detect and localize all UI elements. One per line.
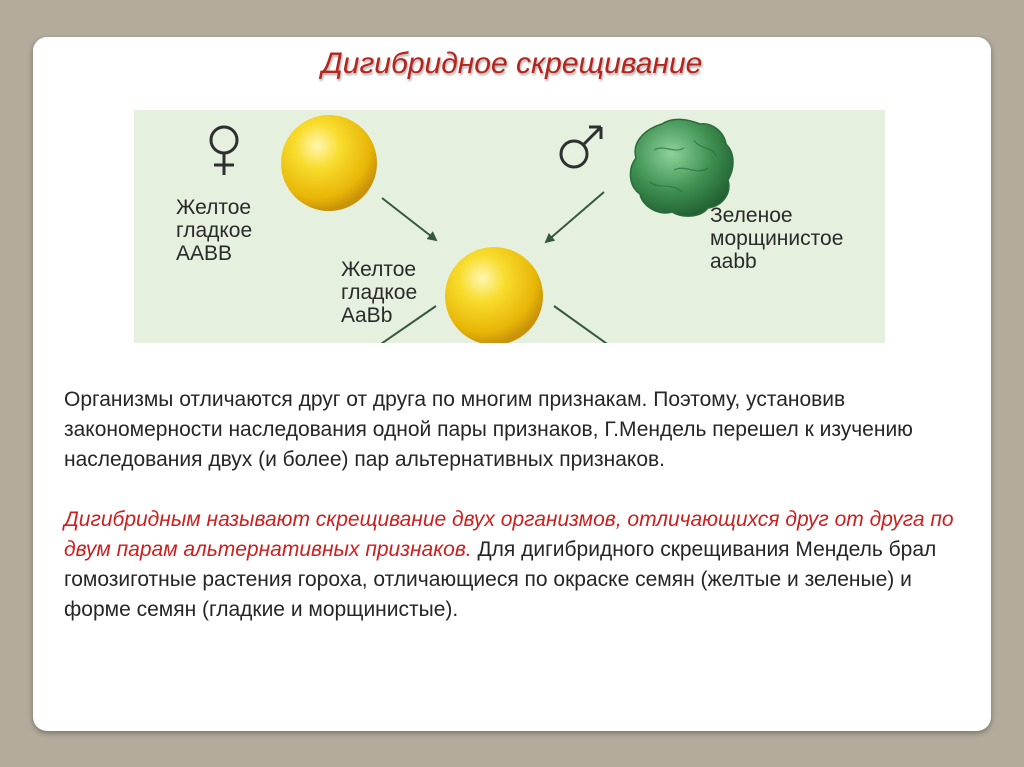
male-symbol-icon — [561, 127, 601, 167]
offspring-color: Желтое — [341, 258, 417, 281]
branch-line-right — [554, 306, 610, 343]
definition-paragraph-rest: Для дигибридного скрещивания Мендель брал гомозиготные растения гороха, отличающиеся по окраске семян (желтые и зеленые) и форме семян (гладкие и морщинистые). — [64, 538, 937, 621]
offspring-genotype: AaBb — [341, 304, 393, 327]
female-parent-shape: гладкое — [176, 219, 253, 242]
arrow-left — [382, 198, 436, 240]
offspring-label — [341, 258, 417, 327]
male-parent-shape: морщинистое — [710, 227, 844, 250]
arrow-right — [546, 192, 604, 242]
female-symbol-icon — [211, 127, 237, 175]
slide — [33, 37, 991, 731]
body-text — [64, 385, 964, 625]
green-wrinkled-pea-parent — [630, 119, 733, 216]
female-parent-color: Желтое — [176, 196, 252, 219]
female-parent-label — [176, 196, 252, 265]
definition-paragraph — [64, 505, 964, 625]
male-parent-genotype: aabb — [710, 250, 757, 273]
female-parent-genotype: AABB — [176, 242, 233, 265]
definition-text: Дигибридным называют скрещивание двух организмов, отличающихся друг от друга по двум парам альтернативных признаков. — [64, 508, 954, 561]
male-parent-label — [710, 204, 843, 273]
offspring-shape: гладкое — [341, 281, 418, 304]
yellow-smooth-pea-offspring — [445, 247, 543, 343]
dihybrid-cross-figure — [134, 110, 885, 343]
male-parent-color: Зеленое — [710, 204, 793, 227]
intro-paragraph: Организмы отличаются друг от друга по многим признакам. Поэтому, установив закономерности наследования одной пары признаков, Г.Мендель перешел к изучению наследования двух (и более) пар альтернативных признаков. — [64, 388, 913, 471]
slide-title: Дигибридное скрещивание — [321, 47, 703, 80]
yellow-smooth-pea-parent — [281, 115, 377, 211]
